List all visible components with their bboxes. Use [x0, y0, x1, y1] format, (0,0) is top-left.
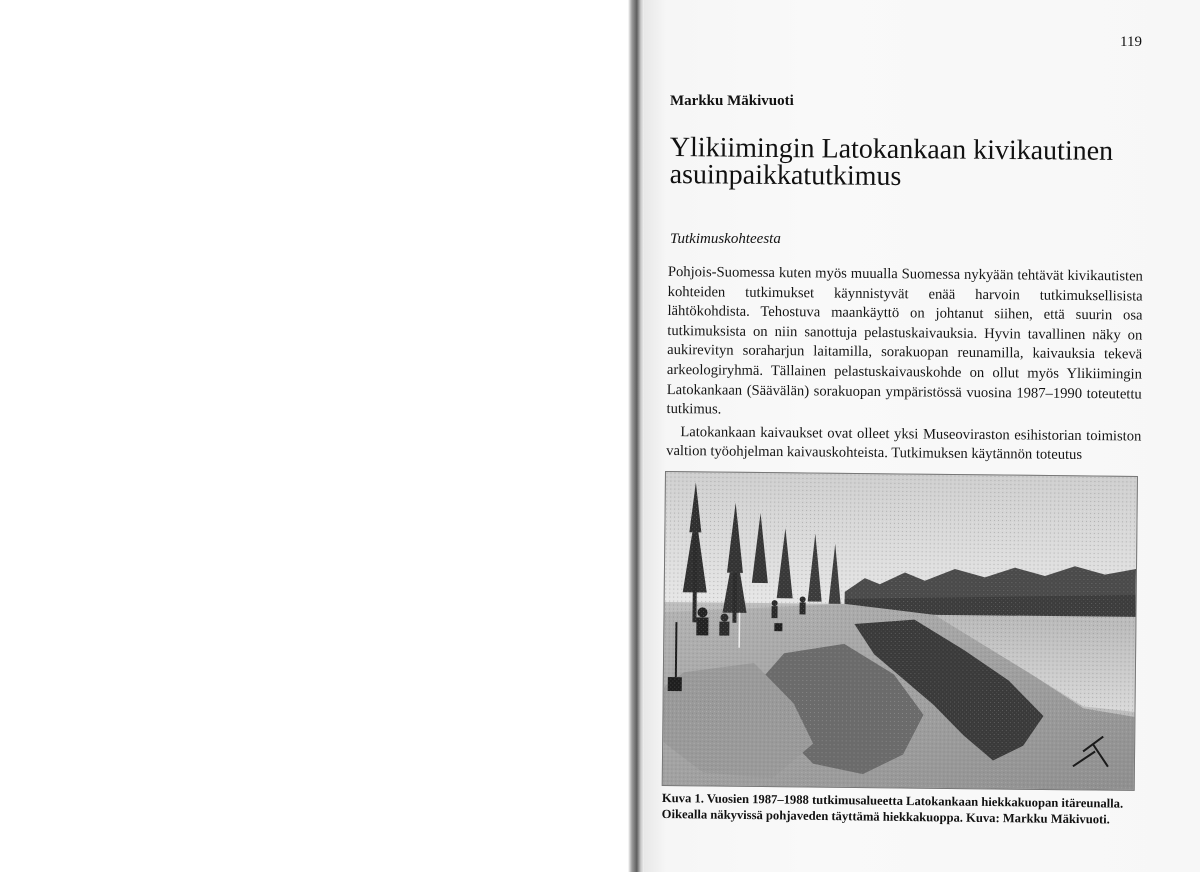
photo-illustration [663, 472, 1137, 790]
excavation-photo [662, 471, 1138, 791]
book-gutter [628, 0, 644, 872]
section-heading: Tutkimuskohteesta [670, 231, 781, 247]
author-name: Markku Mäkivuoti [670, 93, 794, 109]
page-number: 119 [1120, 34, 1142, 50]
body-text [666, 263, 1143, 466]
article-title: Ylikiimingin Latokankaan kivikautinen asuinpaikkatutkimus [669, 132, 1114, 193]
paragraph: Latokankaan kaivaukset ovat olleet yksi Museoviraston esihistorian toimiston valtion työohjelman kaivauskohteista. Tutkimuksen käytännön toteutus [666, 423, 1142, 464]
paragraph: Pohjois-Suomessa kuten myös muualla Suomessa nykyään tehtävät kivikautisten kohteiden tutkimukset käynnistyvät enää harvoin tutkimuksellisista lähtökohdista. Tehostuva maankäyttö on johtanut siihen, että suurin osa tutkimuksista on niin sanottuja pelastuskaivauksia. Hyvin tavallinen näky on aukirevityn soraharjun laitamilla, sorakuopan reunamilla, kaivauksia tekevä arkeologiryhmä. Tällainen pelastuskaivauskohde on ollut myös Ylikiimingin Latokankaan (Säävälän) sorakuopan ympäristössä vuosina 1987–1990 toteutettu tutkimus. [666, 263, 1143, 418]
document-page [644, 0, 1200, 872]
figure-caption: Kuva 1. Vuosien 1987–1988 tutkimusalueetta Latokankaan hiekkakuopan itäreunalla. Oikealla näkyvissä pohjaveden täyttämä hiekkakuoppa. Kuva: Markku Mäkivuoti. [661, 790, 1124, 827]
